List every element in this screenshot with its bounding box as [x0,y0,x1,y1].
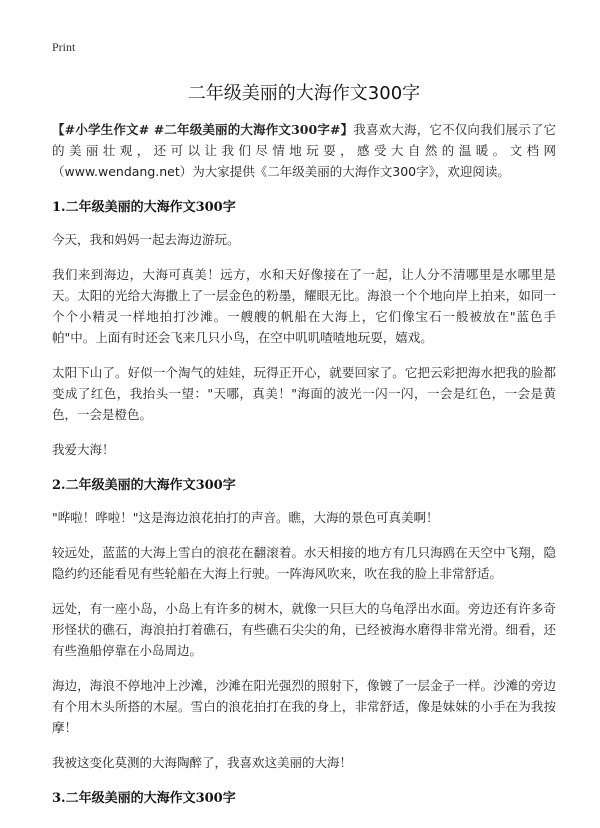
intro-tag: 【#小学生作文# #二年级美丽的大海作文300字#】 [52,122,354,137]
section-2-paragraph-5: 我被这变化莫测的大海陶醉了，我喜欢这美丽的大海！ [52,755,353,770]
print-link[interactable]: Print [52,40,76,54]
section-1-paragraph-2: 我们来到海边，大海可真美！远方，水和天好像接在了一起，让人分不清哪里是水哪里是天。太阳的光给大海撒上了一层金色的粉墨，耀眼无比。海浪一个个地向岸上拍来，如同一个个小精灵一样地拍打沙滩。一艘艘的帆船在大海上，它们像宝石一般被放在"蓝色手帕"中。上面有时还会飞来几只小鸟，在空中叽叽喳喳地玩耍，嬉戏。 [52,267,556,345]
section-2-paragraph-2: 较远处，蓝蓝的大海上雪白的浪花在翻滚着。水天相接的地方有几只海鸥在天空中飞翔，隐隐约约还能看见有些轮船在大海上行驶。一阵海风吹来，吹在我的脸上非常舒适。 [52,545,556,581]
document-page [52,40,556,820]
section-2-paragraph-4: 海边，海浪不停地冲上沙滩，沙滩在阳光强烈的照射下，像镀了一层金子一样。沙滩的旁边有个用木头所搭的木屋。雪白的浪花拍打在我的身上，非常舒适，像是妹妹的小手在为我按摩！ [52,678,556,735]
section-heading-2: 2.二年级美丽的大海作文300字 [52,478,236,493]
intro-paragraph [52,119,556,182]
section-1-paragraph-3: 太阳下山了。好似一个淘气的娃娃，玩得正开心，就要回家了。它把云彩把海水把我的脸都变成了红色，我抬头一望："天哪，真美！"海面的波光一闪一闪，一会是红色，一会是黄色，一会是橙色。 [52,365,556,422]
section-heading-3: 3.二年级美丽的大海作文300字 [52,791,236,806]
section-1-paragraph-1: 今天，我和妈妈一起去海边游玩。 [52,232,240,247]
section-2-paragraph-3: 远处，有一座小岛，小岛上有许多的树木，就像一只巨大的乌龟浮出水面。旁边还有许多奇形怪状的礁石，海浪拍打着礁石，有些礁石尖尖的角，已经被海水磨得非常光滑。细看，还有些渔船停靠在小岛周边。 [52,601,556,658]
intro-text: 我喜欢大海，它不仅向我们展示了它的美丽壮观，还可以让我们尽情地玩耍，感受大自然的温暖。文档网（www.wendang.net）为大家提供《二年级美丽的大海作文300字》，欢迎阅读。 [52,122,556,179]
section-2-paragraph-1: "哗啦！哗啦！"这是海边浪花拍打的声音。瞧，大海的景色可真美啊！ [52,510,439,525]
section-heading-1: 1.二年级美丽的大海作文300字 [52,200,236,215]
section-1-paragraph-4: 我爱大海！ [52,442,115,457]
page-title: 二年级美丽的大海作文300字 [187,83,421,104]
